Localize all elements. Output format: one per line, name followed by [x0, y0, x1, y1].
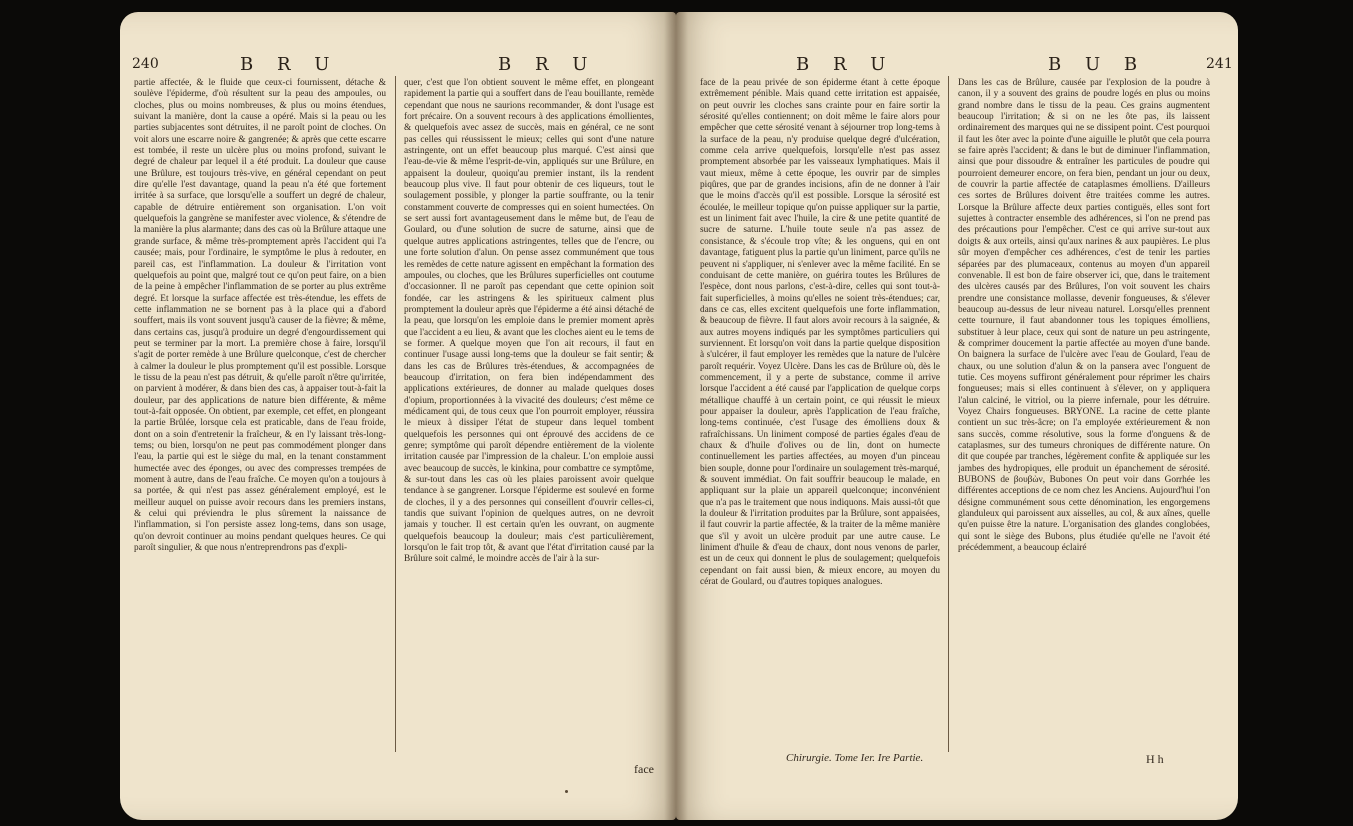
page-number-right: 241: [1206, 56, 1233, 72]
footer-volume: Chirurgie. Tome Ier. Ire Partie.: [786, 752, 924, 764]
signature-mark: H h: [1146, 752, 1164, 766]
page-number-left: 240: [132, 56, 159, 72]
left-page: [120, 12, 676, 820]
running-head-left-col1: B R U: [240, 54, 339, 75]
right-page: [676, 12, 1238, 820]
book-gutter: [664, 12, 688, 820]
running-head-right-col1: B R U: [796, 54, 895, 75]
column-rule: [395, 76, 396, 752]
left-page-column-2: quer, c'est que l'on obtient souvent le même effet, en plongeant rapidement la partie qui a souffert dans de l'eau bouillante, remède cependant que nous ne saurions recommander, & dont l'usage est fort précaire. On a souvent recours à des applications émollientes, & quelquefois avec assez de succès, mais en général, ce ne sont pas celles qui réussissent le mieux; celles qui sont d'une nature astringente, ont un effet beaucoup plus marqué. C'est ainsi que l'eau-de-vie & même l'esprit-de-vin, appliqués sur une Brûlure, en appaisent la douleur, quoiqu'au premier instant, ils la rendent beaucoup plus vive. Il faut pour obtenir de ces liqueurs, tout le soulagement possible, y plonger la partie souffrante, ou la tenir constamment couverte de compresses qui en soient humectées. On se sert aussi fort avantageusement dans le même but, de l'eau de Goulard, ou d'une solution de sucre de saturne, ainsi que de quelque autres applications astringentes, telles que de l'encre, ou une forte solution d'alun. On pense assez communément que tous les remèdes de cette nature agissent en empêchant la formation des ampoules, ou cloches, que les Brûlures superficielles ont coutume d'occasionner. Il ne paroît pas cependant que cette opinion soit fondée, car les astringens & les spiritueux calment plus promptement la douleur après que l'épiderme a été ainsi détaché de la peau, que lorsqu'on les emploie dans le premier moment après que l'accident a eu lieu, & avant que les cloches aient eu le tems de se former. A quelque moyen que l'on ait recours, il faut en continuer l'usage aussi long-tems que la douleur se fait sentir; & dans les cas de Brûlures très-étendues, & accompagnées de beaucoup d'irritation, on fera bien indépendamment des applications extérieures, de donner au malade quelques doses d'opium, proportionnées à la vivacité des douleurs; c'est même ce médicament qui, de tous ceux que l'on pourroit employer, réussira le mieux à dissiper l'état de stupeur dans lequel tombent quelquefois les personnes qui ont éprouvé des accidens de ce genre; symptôme qui paroît dépendre entièrement de la violente irritation causée par l'impression de la chaleur. L'on emploie aussi avec beaucoup de succès, le kinkina, pour combattre ce symptôme, & sur-tout dans les cas où les plaies paroissent avoir quelque tendance à se gangrener. Lorsque l'épiderme est soulevé en forme de cloches, il y a des personnes qui conseillent d'ouvrir celles-ci, tandis que suivant l'opinion de quelques autres, on ne devroit jamais y toucher. Il est certain qu'en les ouvrant, on augmente quelquefois beaucoup la douleur; mais c'est particulièrement, lorsqu'on le fait trop tôt, & avant que l'état d'irritation causé par la Brûlure soit calmé, le moindre accès de l'air à la sur-: [404, 78, 654, 565]
right-page-column-2: Dans les cas de Brûlure, causée par l'explosion de la poudre à canon, il y a souvent des grains de poudre logés en plus ou moins grand nombre dans le tissu de la peau. Ces grains augmentent beaucoup l'irritation; & si on ne les ôte pas, ils laissent ordinairement des marques qui ne se dissipent point. C'est pourquoi il faut les ôter avec la pointe d'une aiguille le plutôt que cela pourra se faire après l'accident; & dans le but de diminuer l'inflammation, ainsi que pour dissoudre & entraîner les particules de poudre qui pourroient demeurer encore, on fera bien, pendant un jour ou deux, de couvrir la partie affectée de cataplasmes émolliens. D'ailleurs ces sortes de Brûlures doivent être traitées comme les autres. Lorsque la Brûlure affecte deux parties contiguës, elles sont fort sujettes à contracter ensemble des adhérences, si l'on ne prend pas des précautions pour l'empêcher. C'est ce qui arrive sur-tout aux doigts & aux orteils, ainsi qu'aux narines & aux paupières. Le plus sûr moyen d'empêcher ces adhérences, c'est de tenir les parties séparées par des plumaceaux, contenus au moyen d'un appareil convenable. Il est bon de faire observer ici, que, dans le traitement des ulcères causés par des Brûlures, l'on voit souvent les chairs prendre une consistance mollasse, devenir fongueuses, & s'élever beaucoup au-dessus de leur niveau naturel. Lorsqu'elles prennent cette tournure, il faut abandonner tous les topiques émolliens, substituer à leur place, ceux qui sont de nature un peu astringente, & comprimer doucement la partie affectée au moyen d'une bande. On baignera la surface de l'ulcère avec l'eau de Goulard, l'eau de chaux, ou une solution d'alun & on la pansera avec l'onguent de tutie. Ces moyens suffiront généralement pour réprimer les chairs fongueuses; mais si elles continuent à s'élever, on y appliquera l'alun calciné, le vitriol, ou la pierre infernale, pour les détruire. Voyez Chairs fongueuses. BRYONE. La racine de cette plante contient un suc très-âcre; on l'a employée extérieurement & non sans succès, comme résolutive, sous la forme d'onguens & de cataplasmes, sur des tumeurs chroniques de différente nature. On dit que coupée par tranches, légèrement confite & appliquée sur les jambes des hydropiques, elle produit un épanchement de sérosité. BUBONS de βουβὼν, Bubones On peut voir dans Gorrhée les différentes acceptions de ce nom chez les Anciens. Aujourd'hui l'on désigne communément sous cette dénomination, les engorgemens glanduleux qui paroissent aux aisselles, au col, & aux aînes, quelle qu'en puisse être la nature. L'organisation des glandes conglobées, qui sont le siège des Bubons, plus étudiée qu'elle ne l'avoit été précédemment, a beaucoup éclairé: [958, 78, 1210, 554]
column-rule: [948, 76, 949, 752]
running-head-right-col2: B U B: [1048, 54, 1147, 75]
running-head-left-col2: B R U: [498, 54, 597, 75]
left-page-column-1: partie affectée, & le fluide que ceux-ci fournissent, détache & soulève l'épiderme, d'où résultent sur la peau des ampoules, ou cloches, plus ou moins nombreuses, & plus ou moins étendues, suivant la manière, dont la cause a opéré. Mais si la peau ou les parties subjacentes sont détruites, il ne paroît point de cloches. On voit alors une escarre noire & gangrenée; & après que cette escarre est tombée, il reste un ulcère plus ou moins profond, suivant le degré de chaleur par lequel il a été produit. La douleur que cause une Brûlure, est toujours très-vive, en général cependant on peut dire qu'elle l'est davantage, quand la peau n'a été que fortement irritée à sa surface, que lorsqu'elle a souffert un degré de chaleur, capable de détruire entièrement son organisation. L'on voit quelquefois la gangrène se manifester avec violence, & s'étendre de la manière la plus alarmante; dans des cas où la Brûlure attaque une grande surface, & même très-promptement après l'accident qui l'a causée; mais, pour l'ordinaire, le symptôme le plus à redouter, en pareil cas, est l'inflammation. La douleur & l'irritation vont quelquefois au point que, malgré tout ce qu'on peut faire, on a bien de la peine à empêcher l'inflammation de se porter au plus extrême degré. Et lorsque la surface affectée est très-étendue, les effets de cette inflammation ne se bornent pas à la place qui a d'abord souffert, mais ils vont souvent jusqu'à causer de la fièvre; & même, dans certains cas, jusqu'à produire un degré d'engourdissement qui peut se terminer par la mort. La première chose à faire, lorsqu'il s'agit de porter remède à une Brûlure quelconque, c'est de chercher à calmer la douleur le plus promptement qu'il est possible. Lorsque le tissu de la peau n'est pas détruit, & qu'elle paroît n'être qu'irritée, on parvient à modérer, & dans bien des cas, à appaiser tout-à-fait la douleur, par des applications de nature bien différente, & même tout-à-fait opposée. On obtient, par exemple, cet effet, en plongeant la partie Brûlée, lorsque cela est praticable, dans de l'eau froide, dont on a soin d'entretenir la fraîcheur, & en l'y laissant très-long-tems; ou bien, lorsqu'on ne peut pas commodément plonger dans l'eau, la partie qui est le siège du mal, en la tenant constamment humectée avec des éponges, ou avec des compresses trempées de moment à autre, dans de l'eau fraîche. Ce moyen qu'on a toujours à sa portée, & qui n'est pas assez généralement employé, est le meilleur auquel on puisse avoir recours dans les premiers instans, & celui qui préviendra le plus sûrement la naissance de l'inflammation, si l'on persiste assez long-tems, dans son usage, qu'on devroit continuer au moins pendant quelques heures. Ce qui paroît singulier, & que nous n'entreprendrons pas d'expli-: [134, 78, 386, 554]
page-speck: [565, 790, 568, 793]
catchword: face: [634, 762, 654, 776]
right-page-column-1: face de la peau privée de son épiderme étant à cette époque extrêmement pénible. Mais quand cette irritation est appaisée, on peut ouvrir les cloches sans crainte pour en faire sortir la sérosité qu'elles contiennent; on doit même le faire alors pour empêcher que cette sérosité venant à séjourner trop long-tems à la surface de la peau, n'y produise quelque degré d'ulcération, comme cela arrive quelquefois, lorsqu'elle n'est pas assez promptement absorbée par les vaisseaux lymphatiques. Mais il vaut mieux, même à cette époque, les ouvrir par de simples piqûres, que par de grandes incisions, afin de ne donner à l'air que le moins d'accès qu'il est possible. Lorsque la sérosité est écoulée, le meilleur topique qu'on puisse appliquer sur la partie, est un liniment fait avec l'huile, la cire & une petite quantité de sucre de saturne. L'huile toute seule n'a pas assez de consistance, & s'écoule trop vîte; & les onguens, qui en ont davantage, fatiguent plus la partie qu'un liniment, parce qu'ils ne peuvent ni s'appliquer, ni s'enlever avec la même facilité. En se conduisant de cette manière, on guérira toutes les Brûlures de l'espèce, dont nous parlons, c'est-à-dire, celles qui sont tout-à-fait superficielles, à moins qu'elles ne soient très-étendues; car, dans ce cas, elles excitent quelquefois une forte inflammation, & beaucoup de fièvre. Il faut alors avoir recours à la saignée, & aux autres moyens indiqués par les symptômes particuliers qui surviennent. Et lorsqu'on voit dans la partie quelque disposition à s'ulcérer, il faut employer les remèdes que la nature de l'ulcère paroît requérir. Voyez Ulcère. Dans les cas de Brûlure où, dès le commencement, il y a perte de substance, comme il arrive lorsque l'accident a été causé par l'application de quelque corps métallique chauffé à un certain point, ce qui réussit le mieux pour appaiser la douleur, après l'application de l'eau fraîche, long-tems continuée, c'est l'usage des émolliens doux & rafraîchissans. Un liniment composé de parties égales d'eau de chaux & d'huile d'olives ou de lin, dont on humecte continuellement les parties affectées, au moyen d'un pinceau bien souple, donne pour l'ordinaire un soulagement très-marqué, & souvent immédiat. On fait souffrir beaucoup le malade, en appliquant sur la plaie un appareil quelconque; inconvénient que n'a pas le traitement que nous indiquons. Mais aussi-tôt que la douleur & l'irritation produites par la Brûlure, sont appaisées, il faut couvrir la partie affectée, & la traiter de la même manière que s'il y avoit un ulcère produit par une autre cause. Le liniment d'huile & d'eau de chaux, dont nous venons de parler, est un de ceux qui donnent le plus de soulagement; quelquefois cependant on fait aussi bien, & mieux encore, au moyen du cérat de Goulard, ou d'autres topiques analogues.: [700, 78, 940, 588]
